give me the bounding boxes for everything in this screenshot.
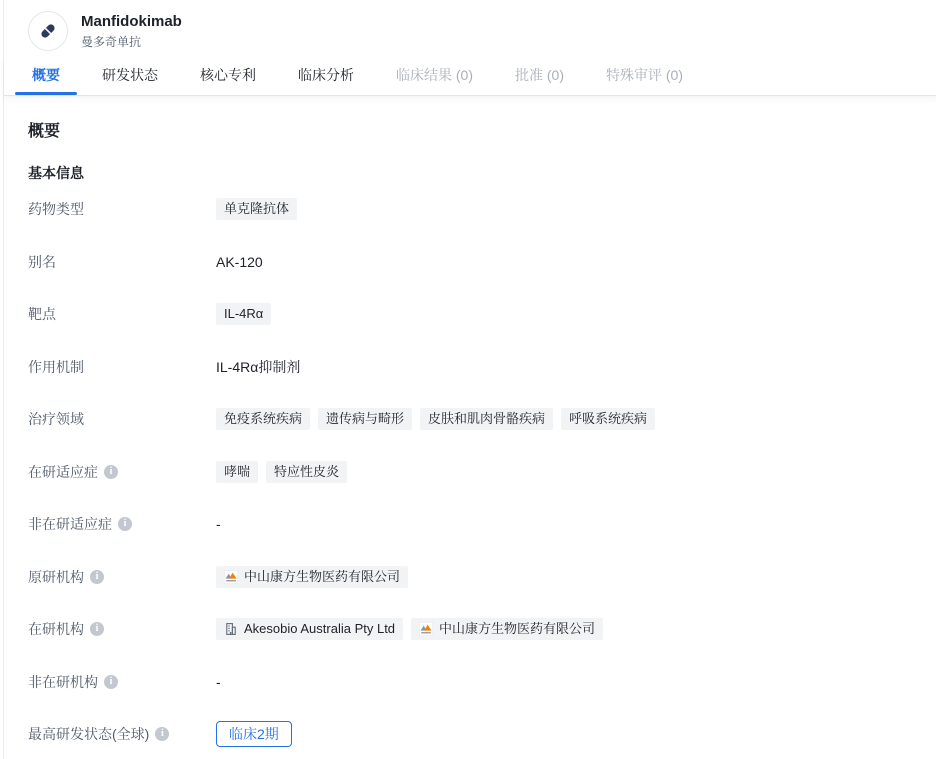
page-subtitle: 曼多奇单抗 (81, 35, 142, 49)
field-label-active-indications (28, 462, 216, 482)
info-icon[interactable]: i (90, 570, 104, 584)
field-value-highest-phase-global (216, 721, 292, 747)
info-icon[interactable]: i (118, 517, 132, 531)
field-row-inactive-indications (28, 498, 915, 551)
pill-icon (28, 11, 68, 51)
field-value-originator-org (216, 566, 408, 588)
field-label-text: 原研机构 (28, 568, 84, 585)
tag[interactable]: 遗传病与畸形 (318, 408, 412, 430)
tab-special-review[interactable]: 特殊审评 (0) (606, 67, 683, 83)
field-label-text: 在研机构 (28, 621, 84, 638)
field-label-target (28, 304, 216, 324)
tab-rd-status[interactable]: 研发状态 (102, 67, 158, 83)
field-row-target (28, 288, 915, 341)
field-label-text: 靶点 (28, 306, 56, 323)
field-row-originator-org (28, 551, 915, 604)
building-icon (224, 622, 238, 636)
field-value-text: IL-4Rα抑制剂 (216, 358, 301, 375)
tag[interactable]: 皮肤和肌肉骨骼疾病 (420, 408, 553, 430)
tag[interactable]: 免疫系统疾病 (216, 408, 310, 430)
overview-content (4, 96, 936, 759)
org-tag[interactable] (411, 618, 603, 640)
field-value-text: AK-120 (216, 253, 263, 270)
field-row-active-orgs (28, 603, 915, 656)
field-value-text: - (216, 673, 221, 690)
tab-bar-wrap (4, 57, 936, 96)
subsection-title: 基本信息 (28, 165, 84, 181)
org-tag[interactable] (216, 566, 408, 588)
info-icon[interactable]: i (155, 727, 169, 741)
field-value-text: - (216, 516, 221, 533)
org-name: Akesobio Australia Pty Ltd (244, 621, 396, 637)
drug-header (4, 0, 936, 51)
tab-core-patents[interactable]: 核心专利 (200, 67, 256, 83)
field-label-text: 最高研发状态(全球) (28, 726, 150, 743)
tag[interactable]: 哮喘 (216, 461, 258, 483)
section-title: 概要 (28, 123, 61, 140)
field-label-text: 作用机制 (28, 358, 84, 375)
field-label-therapy-areas (28, 409, 216, 429)
field-row-highest-phase-global (28, 708, 915, 759)
tag[interactable]: IL-4Rα (216, 303, 271, 325)
tab-overview[interactable]: 概要 (15, 57, 77, 95)
tab-bar (4, 57, 936, 95)
field-label-text: 非在研机构 (28, 673, 98, 690)
field-row-mechanism-of-action (28, 341, 915, 394)
info-icon[interactable]: i (104, 675, 118, 689)
field-label-text: 治疗领域 (28, 411, 84, 428)
field-rows (28, 183, 915, 759)
drug-profile-page (3, 0, 936, 759)
field-label-inactive-orgs (28, 672, 216, 692)
tab-clinical-results[interactable]: 临床结果 (0) (396, 67, 473, 83)
tab-approvals[interactable]: 批准 (0) (515, 67, 564, 83)
field-label-text: 别名 (28, 253, 56, 270)
company-logo-icon (224, 570, 238, 584)
field-label-active-orgs (28, 619, 216, 639)
field-value-active-orgs (216, 618, 603, 640)
tag[interactable]: 单克隆抗体 (216, 198, 297, 220)
org-name: 中山康方生物医药有限公司 (439, 621, 596, 637)
field-value-inactive-orgs (216, 674, 221, 690)
field-label-drug-type (28, 199, 216, 219)
tab-clinical-analysis[interactable]: 临床分析 (298, 67, 354, 83)
phase-badge: 临床2期 (216, 721, 292, 747)
tag[interactable]: 呼吸系统疾病 (561, 408, 655, 430)
page-title: Manfidokimab (81, 13, 182, 30)
company-logo-icon (419, 622, 433, 636)
info-icon[interactable]: i (104, 465, 118, 479)
field-label-inactive-indications (28, 514, 216, 534)
field-label-text: 非在研适应症 (28, 516, 112, 533)
field-row-inactive-orgs (28, 656, 915, 709)
field-row-alias (28, 236, 915, 289)
field-value-drug-type (216, 198, 297, 220)
drug-titles (81, 11, 182, 51)
field-label-originator-org (28, 567, 216, 587)
field-value-active-indications (216, 461, 347, 483)
field-label-text: 在研适应症 (28, 463, 98, 480)
field-row-drug-type (28, 183, 915, 236)
field-label-mechanism-of-action (28, 357, 216, 377)
field-value-inactive-indications (216, 516, 221, 532)
org-name: 中山康方生物医药有限公司 (244, 568, 401, 584)
field-value-mechanism-of-action (216, 357, 300, 377)
field-row-therapy-areas (28, 393, 915, 446)
field-label-alias (28, 252, 216, 272)
field-value-alias (216, 254, 263, 270)
field-row-active-indications (28, 446, 915, 499)
org-tag[interactable] (216, 618, 403, 640)
field-label-highest-phase-global (28, 724, 216, 744)
field-value-therapy-areas (216, 408, 655, 430)
tag[interactable]: 特应性皮炎 (266, 461, 347, 483)
field-label-text: 药物类型 (28, 201, 84, 218)
info-icon[interactable]: i (90, 622, 104, 636)
field-value-target (216, 303, 271, 325)
